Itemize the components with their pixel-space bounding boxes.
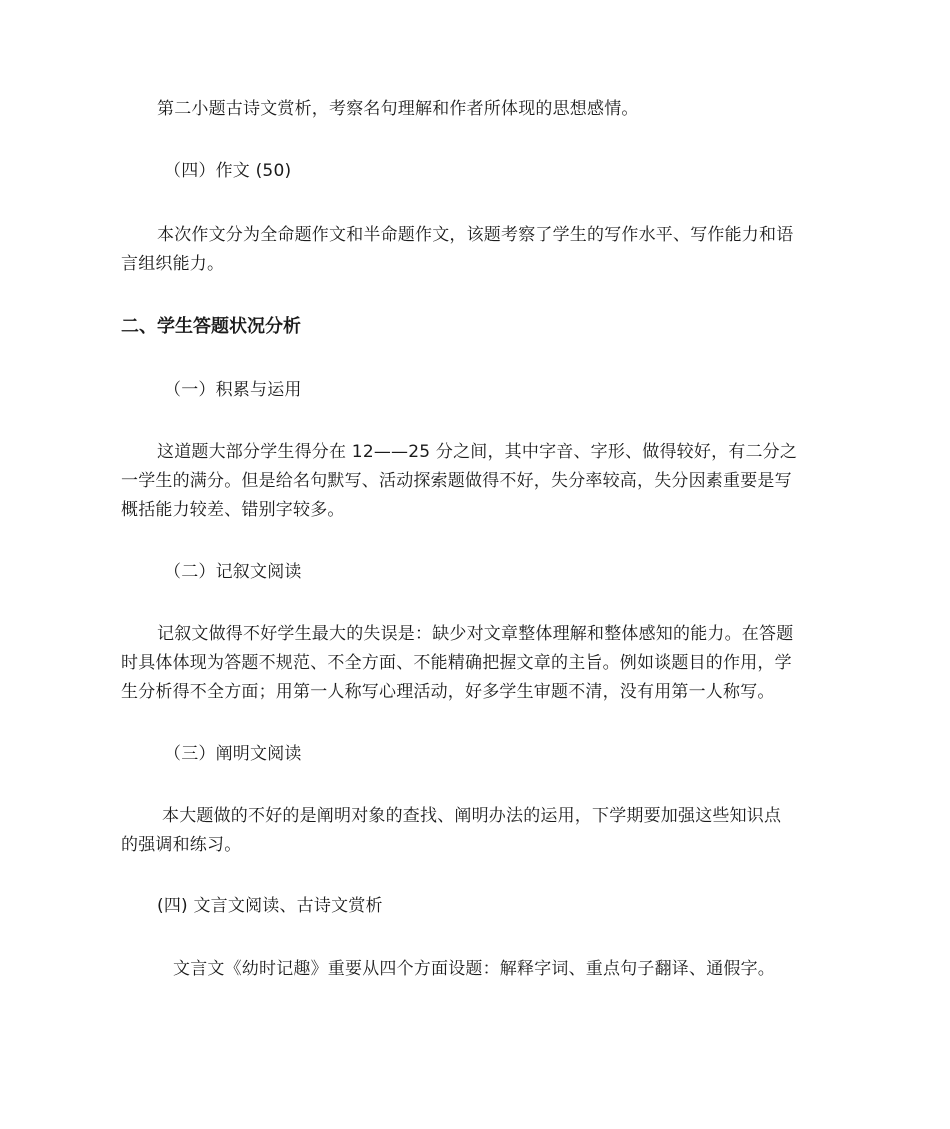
subheading-expository-reading: （三）阐明文阅读 (164, 744, 302, 764)
paragraph-accumulation-line-3: 概括能力较差、错别字较多。 (121, 500, 345, 520)
paragraph-poetry-appreciation: 第二小题古诗文赏析，考察名句理解和作者所体现的思想感情。 (157, 99, 639, 119)
paragraph-classical-chinese: 文言文《幼时记趣》重要从四个方面设题：解释字词、重点句子翻译、通假字。 (173, 959, 775, 979)
subheading-classical-reading: (四) 文言文阅读、古诗文赏析 (157, 896, 383, 916)
subheading-composition: （四）作文 (50) (164, 161, 292, 181)
paragraph-accumulation-line-2: 一学生的满分。但是给名句默写、活动探索题做得不好，失分率较高，失分因素重要是写 (121, 471, 792, 491)
paragraph-expository-line-2: 的强调和练习。 (121, 835, 242, 855)
paragraph-narrative-line-2: 时具体体现为答题不规范、不全方面、不能精确把握文章的主旨。例如谈题目的作用，学 (121, 653, 792, 673)
paragraph-accumulation-line-1: 这道题大部分学生得分在 12——25 分之间，其中字音、字形、做得较好，有二分之 (157, 442, 798, 462)
paragraph-composition-line-2: 言组织能力。 (121, 254, 225, 274)
subheading-accumulation: （一）积累与运用 (164, 380, 302, 400)
section-heading-student-analysis: 二、学生答题状况分析 (121, 316, 301, 337)
paragraph-expository-line-1: 本大题做的不好的是阐明对象的查找、阐明办法的运用，下学期要加强这些知识点 (162, 806, 782, 826)
paragraph-composition-line-1: 本次作文分为全命题作文和半命题作文，该题考察了学生的写作水平、写作能力和语 (157, 225, 794, 245)
paragraph-narrative-line-1: 记叙文做得不好学生最大的失误是：缺少对文章整体理解和整体感知的能力。在答题 (157, 624, 794, 644)
paragraph-narrative-line-3: 生分析得不全方面；用第一人称写心理活动，好多学生审题不清，没有用第一人称写。 (121, 682, 775, 702)
subheading-narrative-reading: （二）记叙文阅读 (164, 562, 302, 582)
